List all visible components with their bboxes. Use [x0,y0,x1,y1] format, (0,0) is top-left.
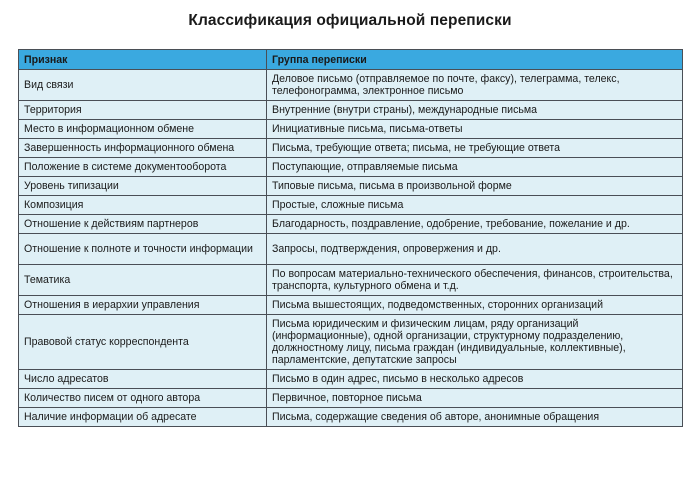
table-row [19,408,683,427]
group-cell: Письма юридическим и физическим лицам, ряду организаций (информационные), одной организации, структурному подразделению, должностному лицу, письма граждан (индивидуальные, коллективные), парламентские, депутатские запросы [267,315,683,370]
group-cell: Инициативные письма, письма-ответы [267,120,683,139]
group-cell: Письма вышестоящих, подведомственных, сторонних организаций [267,296,683,315]
feature-cell: Отношения в иерархии управления [19,296,267,315]
table-row [19,296,683,315]
feature-cell: Уровень типизации [19,177,267,196]
classification-table [18,49,683,427]
table-row [19,315,683,370]
group-cell: Типовые письма, письма в произвольной форме [267,177,683,196]
group-cell: Благодарность, поздравление, одобрение, требование, пожелание и др. [267,215,683,234]
group-cell: Письма, содержащие сведения об авторе, анонимные обращения [267,408,683,427]
column-header-feature: Признак [19,50,267,70]
feature-cell: Композиция [19,196,267,215]
table-row [19,101,683,120]
table-row [19,139,683,158]
table-row [19,215,683,234]
group-cell: Простые, сложные письма [267,196,683,215]
group-cell: По вопросам материально-технического обеспечения, финансов, строительства, транспорта, культурного обмена и т.д. [267,265,683,296]
group-cell: Деловое письмо (отправляемое по почте, факсу), телеграмма, телекс, телефонограмма, электронное письмо [267,70,683,101]
feature-cell: Правовой статус корреспондента [19,315,267,370]
feature-cell: Количество писем от одного автора [19,389,267,408]
group-cell: Поступающие, отправляемые письма [267,158,683,177]
feature-cell: Территория [19,101,267,120]
group-cell: Письмо в один адрес, письмо в несколько адресов [267,370,683,389]
table-row [19,158,683,177]
group-cell: Первичное, повторное письма [267,389,683,408]
feature-cell: Положение в системе документооборота [19,158,267,177]
table-row [19,70,683,101]
table-row [19,265,683,296]
feature-cell: Отношение к действиям партнеров [19,215,267,234]
page-title: Классификация официальной переписки [188,12,512,29]
feature-cell: Завершенность информационного обмена [19,139,267,158]
group-cell: Внутренние (внутри страны), международные письма [267,101,683,120]
table-row [19,120,683,139]
feature-cell: Вид связи [19,70,267,101]
column-header-group: Группа переписки [267,50,683,70]
table-row [19,370,683,389]
feature-cell: Наличие информации об адресате [19,408,267,427]
group-cell: Запросы, подтверждения, опровержения и др. [267,234,683,265]
table-row [19,234,683,265]
table-header-row [19,50,683,70]
feature-cell: Место в информационном обмене [19,120,267,139]
feature-cell: Число адресатов [19,370,267,389]
feature-cell: Отношение к полноте и точности информации [19,234,267,265]
group-cell: Письма, требующие ответа; письма, не требующие ответа [267,139,683,158]
table-row [19,389,683,408]
table-row [19,177,683,196]
feature-cell: Тематика [19,265,267,296]
table-row [19,196,683,215]
